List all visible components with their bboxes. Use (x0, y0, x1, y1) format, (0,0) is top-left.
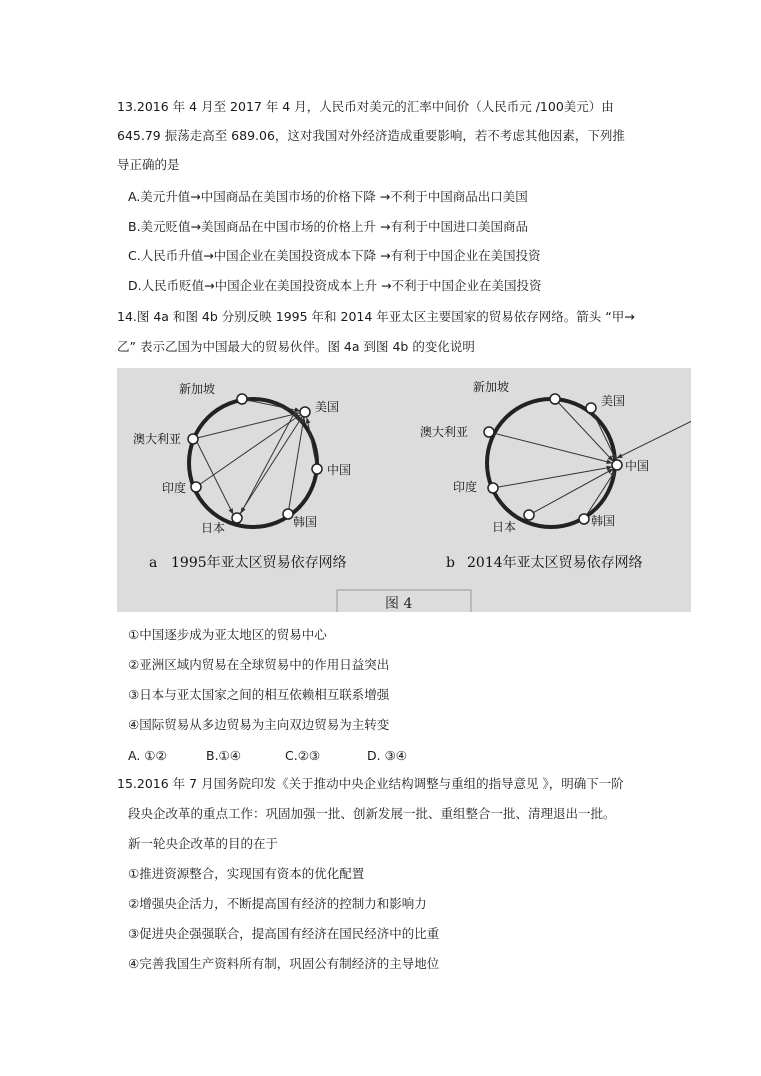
q15-stem-line-1: 15.2016 年 7 月国务院印发《关于推动中央企业结构调整与重组的指导意见 》，明确下一阶 (117, 776, 624, 791)
diagram-b-arrow-jp-cn (529, 469, 613, 515)
diagram-a-label-usa: 美国 (315, 400, 340, 414)
diagram-b-label-japan: 日本 (492, 520, 517, 534)
diagram-a-label-china: 中国 (327, 463, 352, 477)
q14-stem-line-2: 乙” 表示乙国为中国最大的贸易伙伴。图 4a 到图 4b 的变化说明 (117, 339, 475, 354)
figure-label: 图 4 (385, 596, 413, 612)
diagram-b-label-australia: 澳大利亚 (420, 425, 469, 439)
q15-statement-1: ①推进资源整合，实现国有资本的优化配置 (128, 866, 365, 881)
diagram-a-node-usa (300, 407, 310, 417)
diagram-b-arrow-us2-cn (591, 408, 616, 460)
q13-stem-line-2: 645.79 振荡走高至 689.06，这对我国对外经济造成重要影响，若不考虑其他因素，下列推 (117, 128, 625, 143)
diagram-b-node-korea (579, 514, 589, 524)
diagram-a-node-australia (188, 434, 198, 444)
diagram-a-label-australia: 澳大利亚 (133, 432, 182, 446)
diagram-b-arrow-au-cn (489, 432, 612, 463)
diagram-b-caption-letter: b (446, 555, 455, 571)
diagram-a-node-china (312, 464, 322, 474)
diagram-b-arrow-us-cn (617, 410, 691, 458)
q14-choice-a: A. ①② (128, 748, 167, 763)
diagram-b-label-singapore: 新加坡 (473, 380, 510, 394)
diagram-a-node-india (191, 482, 201, 492)
q13-option-d: D.人民币贬值→中国企业在美国投资成本上升 →不利于中国企业在美国投资 (128, 278, 542, 293)
diagram-b-caption: 2014年亚太区贸易依存网络 (467, 555, 643, 571)
figure-4 (117, 368, 691, 612)
diagram-a-node-singapore (237, 394, 247, 404)
q15-stem-line-2: 段央企改革的重点工作：巩固加强一批、创新发展一批、重组整合一批、清理退出一批。 (128, 806, 616, 821)
diagram-a-caption-letter: a (149, 555, 158, 571)
q14-choice-b: B.①④ (206, 748, 241, 763)
q13-stem-line-1: 13.2016 年 4 月至 2017 年 4 月，人民币对美元的汇率中间价（人民币元 /100美元）由 (117, 99, 614, 114)
q15-statement-3: ③促进央企强强联合，提高国有经济在国民经济中的比重 (128, 926, 440, 941)
q14-statement-3: ③日本与亚太国家之间的相互依赖相互联系增强 (128, 687, 390, 702)
figure-4-svg (117, 368, 691, 612)
diagram-b-label-usa: 美国 (601, 394, 626, 408)
q13-option-c: C.人民币升值→中国企业在美国投资成本下降 →有利于中国企业在美国投资 (128, 248, 541, 263)
diagram-b-node-usa (586, 403, 596, 413)
diagram-a-node-japan (232, 513, 242, 523)
diagram-a-arrow-us-jp (241, 408, 297, 513)
q13-option-a: A.美元升值→中国商品在美国市场的价格下降 →不利于中国商品出口美国 (128, 189, 528, 204)
diagram-a-node-korea (283, 509, 293, 519)
q15-statement-4: ④完善我国生产资料所有制，巩固公有制经济的主导地位 (128, 956, 440, 971)
diagram-b-arrow-in-cn (493, 467, 612, 488)
q14-statement-1: ①中国逐步成为亚太地区的贸易中心 (128, 627, 327, 642)
q15-statement-2: ②增强央企活力，不断提高国有经济的控制力和影响力 (128, 896, 427, 911)
diagram-a-label-korea: 韩国 (293, 515, 318, 529)
diagram-a-caption: 1995年亚太区贸易依存网络 (171, 555, 347, 571)
diagram-b-node-china (612, 460, 622, 470)
diagram-b-node-australia (484, 427, 494, 437)
diagram-a (133, 381, 351, 571)
q15-stem-line-3: 新一轮央企改革的目的在于 (128, 836, 279, 851)
diagram-b-label-india: 印度 (453, 480, 478, 494)
q13-stem-line-3: 导正确的是 (117, 157, 180, 172)
diagram-b-node-india (488, 483, 498, 493)
diagram-a-arrow-kr-us (288, 417, 304, 514)
diagram-a-label-japan: 日本 (201, 521, 226, 535)
diagram-a-label-singapore: 新加坡 (179, 382, 216, 396)
diagram-a-label-india: 印度 (162, 481, 187, 495)
q14-choice-d: D. ③④ (367, 748, 407, 763)
diagram-b-label-korea: 韩国 (591, 514, 616, 528)
q13-option-b: B.美元贬值→美国商品在中国市场的价格上升 →有利于中国进口美国商品 (128, 219, 528, 234)
diagram-b-label-china: 中国 (625, 459, 650, 473)
q14-stem-line-1: 14.图 4a 和图 4b 分别反映 1995 年和 2014 年亚太区主要国家的贸易依存网络。箭头 “甲→ (117, 309, 635, 324)
q14-statement-2: ②亚洲区域内贸易在全球贸易中的作用日益突出 (128, 657, 390, 672)
diagram-b-arrow-kr-cn (584, 471, 615, 519)
diagram-b-node-japan (524, 510, 534, 520)
diagram-a-ring (189, 399, 317, 527)
q14-choice-c: C.②③ (285, 748, 321, 763)
diagram-b (420, 379, 691, 571)
q14-statement-4: ④国际贸易从多边贸易为主向双边贸易为主转变 (128, 717, 390, 732)
diagram-b-node-singapore (550, 394, 560, 404)
